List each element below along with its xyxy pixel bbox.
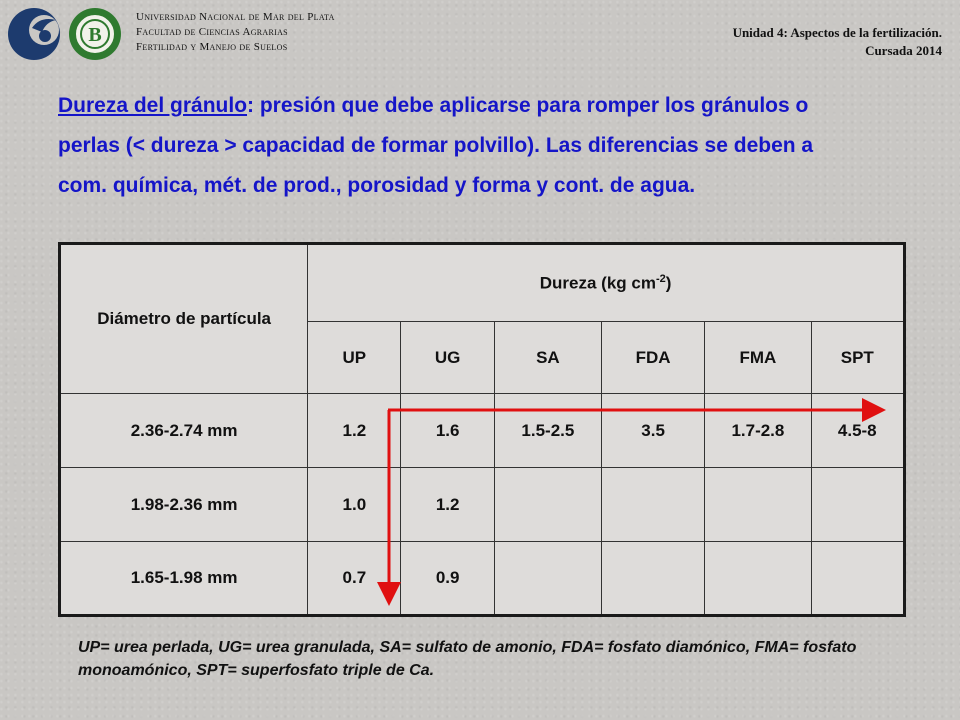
cell-up: 0.7 (308, 542, 401, 616)
definition-term: Dureza del gránulo (58, 94, 248, 117)
table-row (60, 394, 905, 468)
column-header-up: UP (308, 322, 401, 394)
cell-ug: 0.9 (401, 542, 494, 616)
abbreviation-legend: UP= urea perlada, UG= urea granulada, SA= sulfato de amonio, FDA= fosfato diamónico, FMA= fosfato monoamónico, SPT= superfosfato triple de Ca. (78, 639, 857, 679)
university-logo-icon (4, 6, 64, 62)
row-diameter: 1.98-2.36 mm (60, 468, 308, 542)
hardness-header (308, 244, 905, 322)
faculty-logo-letter: B (88, 24, 102, 46)
cell-spt: 4.5-8 (811, 394, 904, 468)
course-name: Fertilidad y Manejo de Suelos (136, 41, 288, 53)
slide-header (0, 0, 960, 72)
institution-block (136, 10, 335, 55)
cell-fda (601, 468, 704, 542)
table-header-row (60, 244, 905, 322)
row-diameter: 1.65-1.98 mm (60, 542, 308, 616)
row-diameter: 2.36-2.74 mm (60, 394, 308, 468)
cell-sa: 1.5-2.5 (494, 394, 601, 468)
column-header-spt: SPT (811, 322, 904, 394)
faculty-name: Facultad de Ciencias Agrarias (136, 26, 288, 38)
cell-fma (705, 542, 811, 616)
hardness-header-exponent: -2 (655, 272, 666, 285)
hardness-header-label: Dureza (kg cm (539, 273, 656, 293)
unit-title: Unidad 4: Aspectos de la fertilización. (732, 25, 942, 40)
cell-spt (811, 542, 904, 616)
column-header-ug: UG (401, 322, 494, 394)
hardness-table (58, 242, 906, 617)
cell-fda: 3.5 (601, 394, 704, 468)
cell-sa (494, 468, 601, 542)
hardness-header-close: ) (665, 273, 672, 293)
cell-fma: 1.7-2.8 (705, 394, 811, 468)
university-name: Universidad Nacional de Mar del Plata (136, 11, 335, 23)
cell-up: 1.2 (308, 394, 401, 468)
column-header-sa: SA (494, 322, 601, 394)
column-header-fda: FDA (601, 322, 704, 394)
course-year: Cursada 2014 (865, 43, 942, 58)
cell-spt (811, 468, 904, 542)
unit-info (733, 24, 942, 60)
table-row (60, 468, 905, 542)
cell-sa (494, 542, 601, 616)
column-header-fma: FMA (705, 322, 811, 394)
diameter-header: Diámetro de partícula (60, 244, 308, 394)
cell-fda (601, 542, 704, 616)
definition-paragraph (58, 86, 858, 206)
cell-up: 1.0 (308, 468, 401, 542)
table-row (60, 542, 905, 616)
definition-text: : presión que debe aplicarse para romper los gránulos o perlas (< dureza > capacidad de formar polvillo). Las diferencias se deben a com. química, mét. de prod., porosidad y forma y cont. de agua. (58, 94, 814, 197)
cell-ug: 1.6 (401, 394, 494, 468)
cell-fma (705, 468, 811, 542)
faculty-logo-icon (64, 6, 126, 62)
cell-ug: 1.2 (401, 468, 494, 542)
